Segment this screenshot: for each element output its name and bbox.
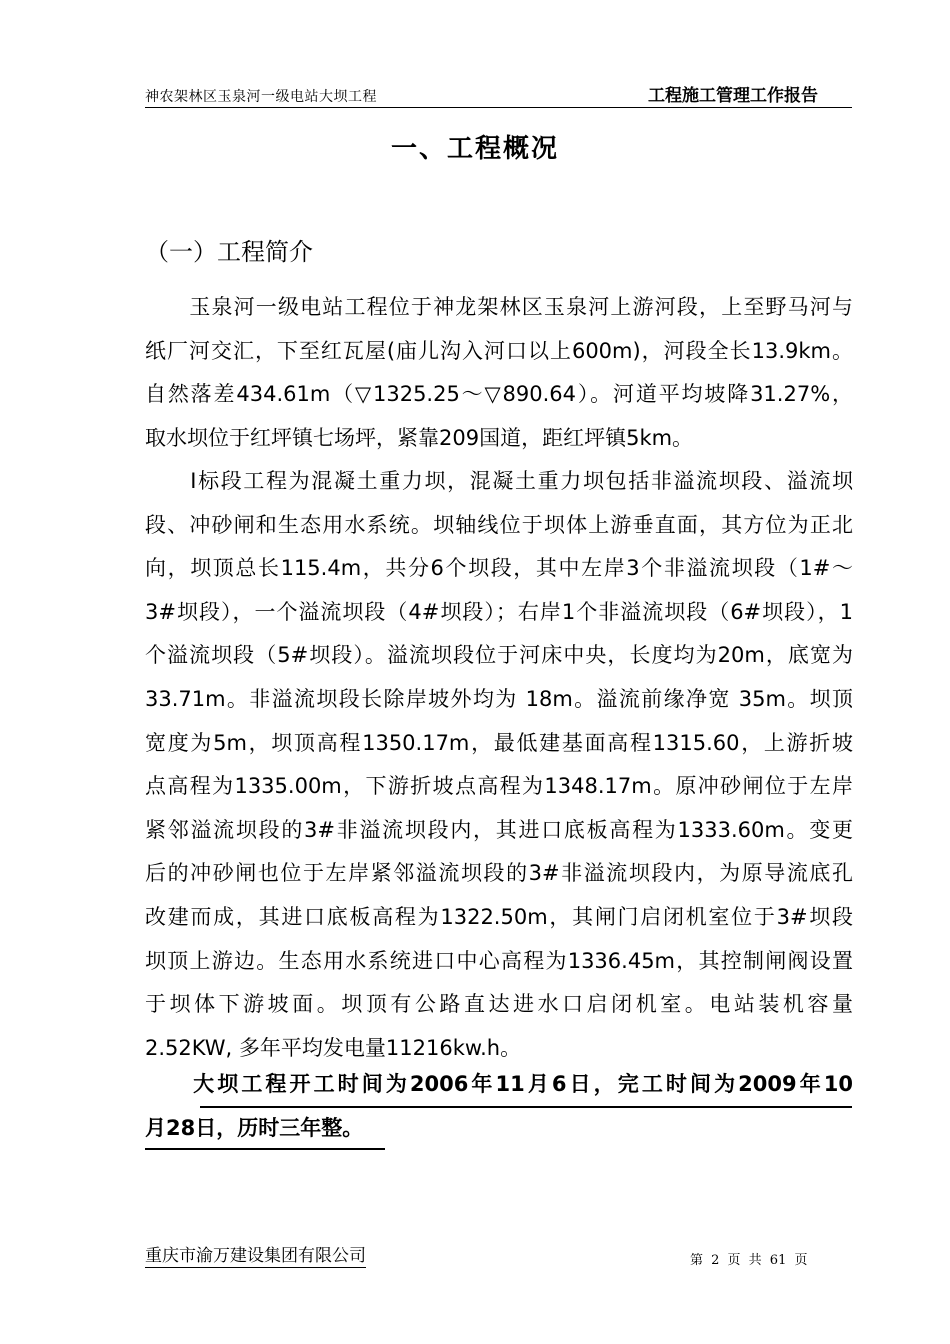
underline-rule [145,1148,385,1150]
paragraph-2 [145,460,853,1070]
underline-rule [200,1106,852,1108]
paragraph-line: 纸厂河交汇，下至红瓦屋(庙儿沟入河口以上600m)，河段全长13.9km。 [145,338,853,363]
paragraph-line: 取水坝位于红坪镇七场坪，紧靠209国道，距红坪镇5km。 [145,425,694,450]
paragraph-line: 坝顶上游边。生态用水系统进口中心高程为1336.45m，其控制闸阀设置 [145,948,853,973]
section-heading: （一）工程简介 [145,238,313,266]
paragraph-line: 点高程为1335.00m，下游折坡点高程为1348.17m。原冲砂闸位于左岸 [145,774,853,799]
paragraph-line: 2.52KW, 多年平均发电量11216kw.h。 [145,1035,522,1060]
paragraph-line: Ⅰ标段工程为混凝土重力坝，混凝土重力坝包括非溢流坝段、溢流坝 [145,469,853,493]
paragraph-line: 大坝工程开工时间为2006年11月6日，完工时间为2009年10 [145,1072,853,1096]
header-report-title: 工程施工管理工作报告 [648,86,818,106]
footer-page-number: 第 2 页 共 61 页 [690,1253,808,1268]
paragraph-line: 玉泉河一级电站工程位于神龙架林区玉泉河上游河段，上至野马河与 [145,295,853,319]
paragraph-1 [145,286,853,460]
paragraph-line: 33.71m。非溢流坝段长除岸坡外均为 18m。溢流前缘净宽 35m。坝顶 [145,686,853,711]
page-title: 一、工程概况 [390,134,559,164]
paragraph-line: 向，坝顶总长115.4m，共分6个坝段，其中左岸3个非溢流坝段（1#～ [145,556,853,581]
header-divider [145,107,852,108]
paragraph-line: 自然落差434.61m（▽1325.25～▽890.64）。河道平均坡降31.27%， [145,382,853,407]
paragraph-line: 段、冲砂闸和生态用水系统。坝轴线位于坝体上游垂直面，其方位为正北 [145,512,853,537]
paragraph-line: 个溢流坝段（5#坝段）。溢流坝段位于河床中央，长度均为20m，底宽为 [145,643,853,668]
header-project-name: 神农架林区玉泉河一级电站大坝工程 [145,89,377,105]
paragraph-line: 宽度为5m，坝顶高程1350.17m，最低建基面高程1315.60，上游折坡 [145,730,853,755]
paragraph-line: 月28日，历时三年整。 [145,1115,364,1140]
paragraph-line: 3#坝段），一个溢流坝段（4#坝段）；右岸1个非溢流坝段（6#坝段），1 [145,599,853,624]
paragraph-line: 改建而成，其进口底板高程为1322.50m，其闸门启闭机室位于3#坝段 [145,904,853,929]
paragraph-line: 后的冲砂闸也位于左岸紧邻溢流坝段的3#非溢流坝段内，为原导流底孔 [145,861,853,886]
footer-company-name: 重庆市渝万建设集团有限公司 [145,1241,366,1268]
paragraph-line: 紧邻溢流坝段的3#非溢流坝段内，其进口底板高程为1333.60m。变更 [145,817,853,842]
paragraph-line: 于坝体下游坡面。坝顶有公路直达进水口启闭机室。电站装机容量 [145,992,853,1017]
